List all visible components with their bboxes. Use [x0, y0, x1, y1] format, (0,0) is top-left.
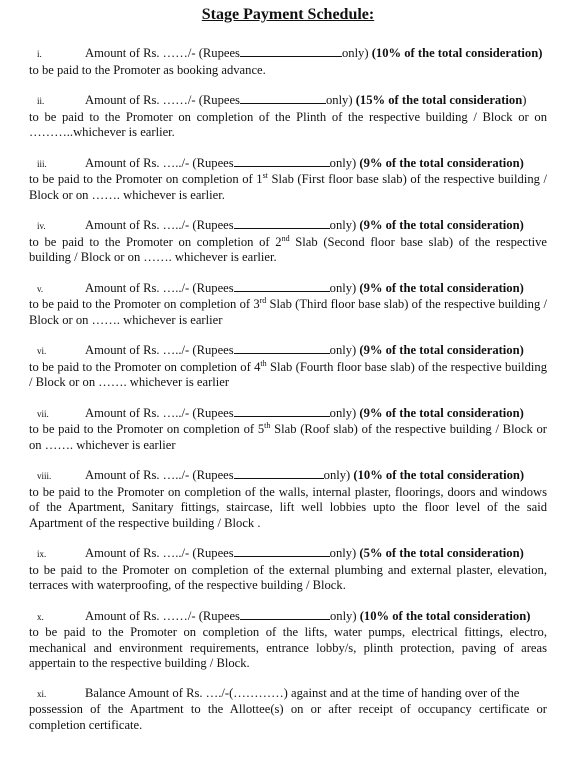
payment-schedule-list [29, 45, 547, 747]
amount-text: Amount of Rs. …../- (Rupees [85, 280, 234, 295]
description-rest: Slab (Third floor base slab) of the respective building / Block or on ……. whichever is earlier [29, 297, 547, 327]
close-paren: ) [522, 93, 527, 107]
amount-text: Amount of Rs. ……/- (Rupees [85, 93, 240, 107]
blank-line [234, 405, 330, 417]
percentage-text: (9% of the total consideration) [359, 343, 524, 357]
list-item [29, 608, 547, 672]
description-rest: Slab (Roof slab) of the respective building / Block or on ……. whichever is earlier [29, 422, 547, 452]
description-text: to be paid to the Promoter on completion of the lifts, water pumps, electrical fittings, electro, mechanical and environment requirements, entrance lobby/s, plinth protection, paving of areas appertain to the respective building / Block. [29, 625, 547, 670]
blank-line [234, 342, 330, 354]
item-number: vi. [37, 346, 47, 356]
description-text: to be paid to the Promoter on completion of the external plumbing and external plaster, elevation, terraces with waterproofing, of the respective building / Block. [29, 562, 547, 592]
amount-text: Amount of Rs. …../- (Rupees [85, 218, 234, 232]
item-number: iii. [37, 158, 47, 169]
description-rest: Slab (Fourth floor base slab) of the respective building / Block or on ……. whichever is earlier [29, 359, 547, 389]
list-item [29, 467, 547, 531]
blank-line [234, 155, 330, 167]
description-text: to be paid to the Promoter on completion of the walls, internal plaster, floorings, doors and windows of the Apartment, Sanitary fittings, staircase, lift well lobbies upto the floor level of the said Apartment of the respective building / Block . [29, 484, 547, 530]
description-rest: Slab (First floor base slab) of the respective building / Block or on ……. whichever is earlier. [29, 172, 547, 202]
ordinal-suffix: th [264, 420, 271, 430]
amount-text: Amount of Rs. …../- (Rupees [85, 546, 234, 560]
blank-line [234, 280, 330, 292]
list-item [29, 405, 547, 454]
description-text: possession of the Apartment to the Allottee(s) on or after receipt of occupancy certificate or completion certificate. [29, 702, 547, 732]
list-item [29, 280, 547, 329]
item-number: i. [37, 49, 42, 59]
blank-line [240, 45, 342, 57]
list-item [29, 686, 547, 734]
blank-line [234, 545, 330, 557]
percentage-text: (9% of the total consideration) [359, 280, 524, 295]
list-item [29, 217, 547, 266]
item-number: v. [37, 283, 44, 294]
blank-line [240, 92, 326, 104]
percentage-text: (10% of the total consideration) [353, 468, 525, 482]
ordinal-suffix: rd [259, 295, 267, 305]
amount-text: Amount of Rs. …../- (Rupees [85, 155, 234, 170]
ordinal-suffix: th [260, 358, 267, 368]
item-number: viii. [37, 471, 52, 481]
amount-text: Amount of Rs. …../- (Rupees [85, 343, 234, 357]
description-text: to be paid to the Promoter on completion of 5 [29, 422, 265, 436]
percentage-text: (9% of the total consideration) [359, 218, 524, 232]
blank-line [234, 217, 330, 229]
description-text: to be paid to the Promoter on completion of 3 [29, 297, 260, 311]
only-text: only) [329, 218, 360, 232]
only-text: only) [329, 155, 360, 170]
only-text: only) [329, 280, 360, 295]
list-item [29, 342, 547, 391]
only-text: only) [325, 93, 356, 107]
description-text: to be paid to the Promoter on completion of 1 [29, 172, 263, 186]
list-item [29, 155, 547, 204]
description-text: to be paid to the Promoter as booking advance. [29, 62, 266, 77]
description-text: to be paid to the Promoter on completion of the Plinth of the respective building / Block or on ………..whichever is earlier. [29, 109, 547, 139]
amount-text: Amount of Rs. ……/- (Rupees [85, 608, 240, 623]
ordinal-suffix: nd [281, 233, 290, 243]
item-number: x. [37, 611, 44, 622]
percentage-text: (5% of the total consideration) [359, 546, 524, 560]
description-rest: Slab (Second floor base slab) of the respective building / Block or on ……. whichever is earlier. [29, 234, 547, 264]
percentage-text: (15% of the total consideration [355, 93, 523, 107]
only-text: only) [329, 608, 360, 623]
percentage-text: (9% of the total consideration) [359, 405, 524, 420]
blank-line [234, 467, 324, 479]
description-text: to be paid to the Promoter on completion of 2 [29, 234, 282, 249]
item-number: xi. [37, 688, 47, 699]
amount-text: Balance Amount of Rs. …./-(…………) against and at the time of handing over of the [85, 685, 520, 700]
item-number: ix. [37, 549, 47, 559]
percentage-text: (10% of the total consideration) [359, 608, 531, 623]
list-item [29, 545, 547, 594]
only-text: only) [329, 405, 360, 420]
only-text: only) [323, 468, 354, 482]
list-item [29, 45, 547, 78]
only-text: only) [341, 46, 372, 60]
item-number: iv. [37, 221, 46, 231]
item-number: ii. [37, 96, 45, 106]
amount-text: Amount of Rs. ……/- (Rupees [85, 46, 240, 60]
amount-text: Amount of Rs. …../- (Rupees [85, 468, 234, 482]
only-text: only) [329, 546, 360, 560]
blank-line [240, 608, 330, 620]
item-number: vii. [37, 408, 49, 419]
only-text: only) [329, 343, 360, 357]
list-item [29, 92, 547, 141]
description-text: to be paid to the Promoter on completion of 4 [29, 359, 261, 374]
percentage-text: (10% of the total consideration) [371, 46, 543, 60]
percentage-text: (9% of the total consideration) [359, 155, 524, 170]
page-title: Stage Payment Schedule: [201, 6, 375, 23]
ordinal-suffix: st [262, 170, 268, 180]
amount-text: Amount of Rs. …../- (Rupees [85, 405, 234, 420]
